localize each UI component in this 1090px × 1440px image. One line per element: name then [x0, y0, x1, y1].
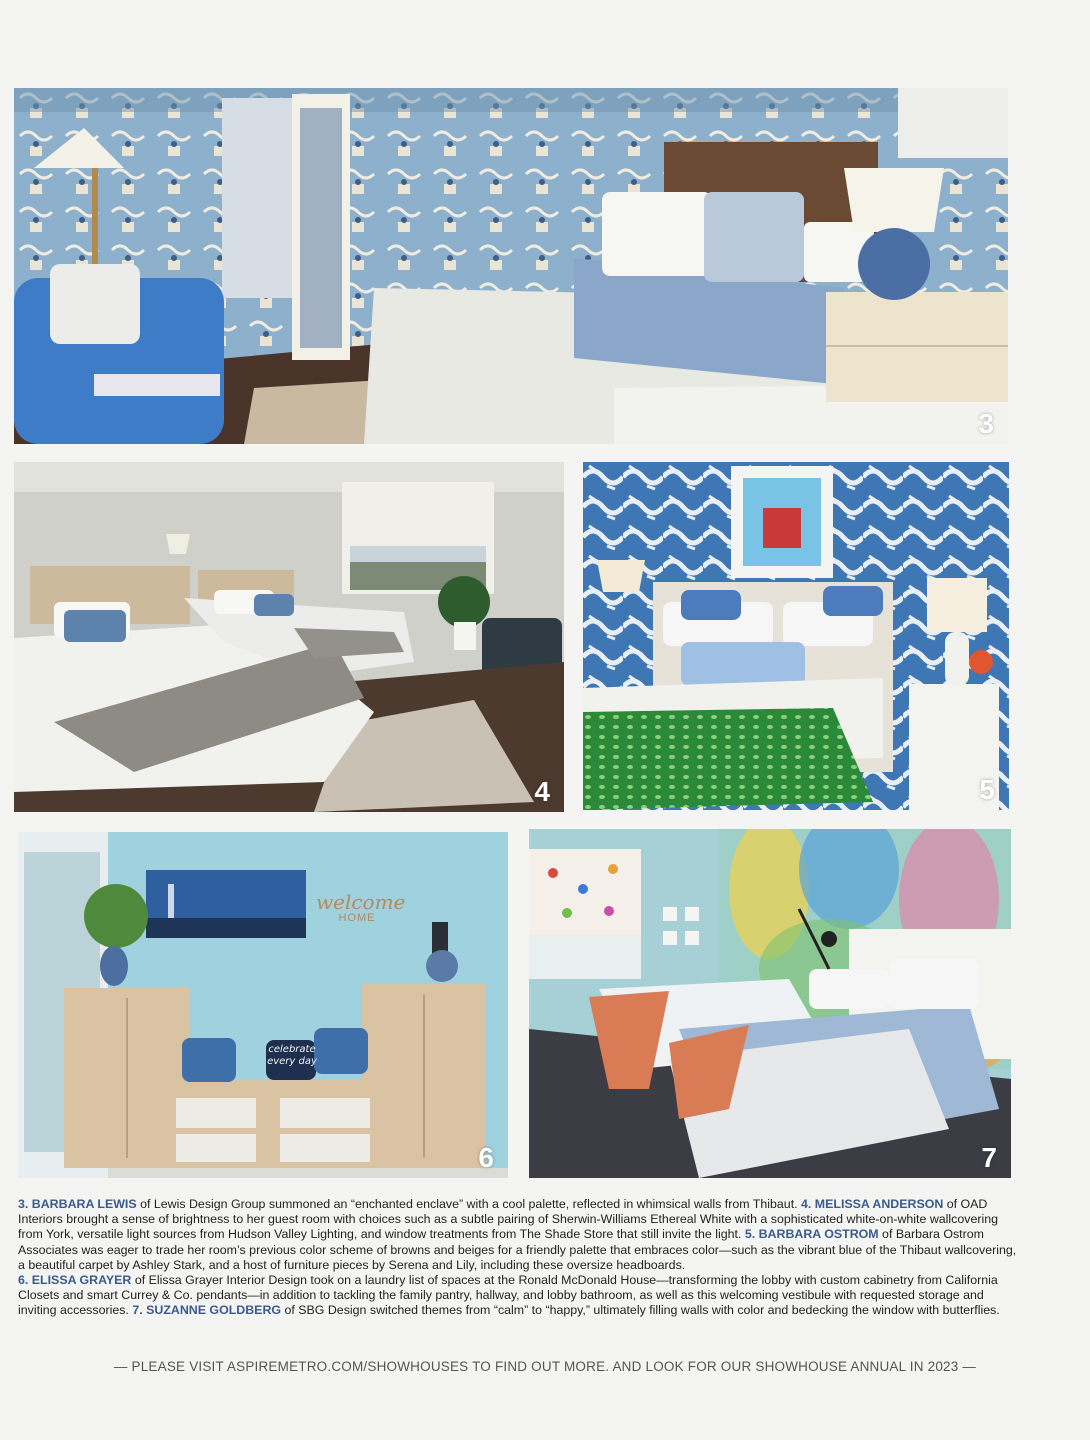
caption-6-name: 6. ELISSA GRAYER	[18, 1273, 132, 1288]
photo-5	[583, 462, 1009, 810]
photo-5-image	[583, 462, 1009, 810]
photo-7-image	[529, 829, 1011, 1178]
caption-3-text: of Lewis Design Group summoned an “enchanted enclave” with a cool palette, reflected in whimsical walls from Thibaut.	[136, 1197, 802, 1211]
photo-7	[529, 829, 1011, 1178]
caption-5-text: of Barbara Ostrom Associates was eager to trade her room’s previous color scheme of browns and beiges for a friendly palette that embraces color—such as the vibrant blue of the Thibaut wallcovering, a beautiful carpet by Ashley Stark, and a host of furniture pieces by Serena and Lily, including these oversize headboards.	[18, 1227, 1017, 1272]
photo-5-number: 5	[979, 774, 995, 805]
photo-7-number: 7	[981, 1142, 997, 1173]
captions-block	[18, 1197, 1018, 1319]
caption-7-name: 7. SUZANNE GOLDBERG	[132, 1303, 282, 1318]
pillow-line-1: celebrate	[268, 1044, 316, 1055]
caption-7-text: of SBG Design switched themes from “calm” to “happy,” ultimately filling walls with color and bedecking the window with butterflies.	[281, 1303, 1000, 1318]
photo-4-number: 4	[534, 776, 550, 807]
caption-6-text: of Elissa Grayer Interior Design took on a laundry list of spaces at the Ronald McDonald House—transforming the lobby with custom cabinetry from California Closets and smart Currey & Co. pendants—in addition to tackling the family pantry, hallway, and lobby bathroom, as well as this welcoming vestibule with requested storage and inviting accessories.	[18, 1273, 998, 1318]
photo-3-number: 3	[978, 408, 994, 439]
welcome-home-sign	[316, 890, 406, 924]
caption-5-name: 5. BARBARA OSTROM	[744, 1227, 879, 1242]
photo-6	[18, 832, 508, 1178]
celebrate-pillow-text	[266, 1044, 318, 1068]
caption-4-name: 4. MELISSA ANDERSON	[801, 1197, 944, 1211]
pillow-line-2: every day	[267, 1056, 317, 1067]
photo-3-image	[14, 88, 1008, 444]
caption-3-name: 3. BARBARA LEWIS	[18, 1197, 137, 1211]
photo-4	[14, 462, 564, 812]
photo-3	[14, 88, 1008, 444]
caption-4-text: of OAD Interiors brought a sense of brightness to her guest room with choices such as a subtle pairing of Sherwin-Williams Ethereal White with a sophisticated white-on-white wallcovering from York, versatile light sources from Hudson Valley Lighting, and window treatments from The Shade Store that still invite the light.	[18, 1197, 999, 1242]
photo-4-image	[14, 462, 564, 812]
photo-6-image	[18, 832, 508, 1178]
photo-6-number: 6	[478, 1142, 494, 1173]
footer-promo: — PLEASE VISIT ASPIREMETRO.COM/SHOWHOUSES TO FIND OUT MORE. AND LOOK FOR OUR SHOWHOUSE ANNUAL IN 2023 —	[113, 1359, 977, 1374]
home-text: HOME	[338, 912, 376, 924]
welcome-text: welcome	[316, 890, 406, 914]
